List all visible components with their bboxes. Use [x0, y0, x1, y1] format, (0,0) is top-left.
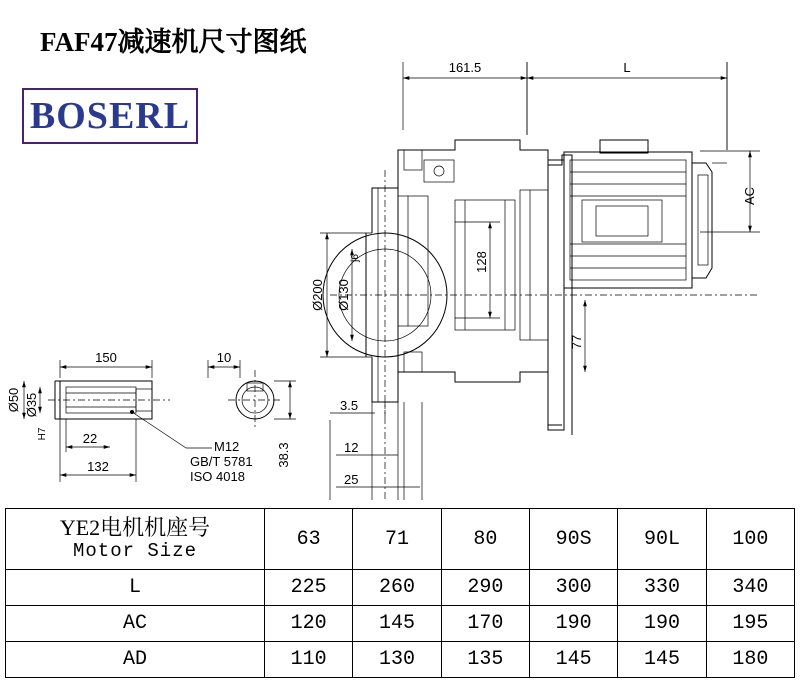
dim-128 [455, 222, 500, 318]
cell-L-71: 260 [353, 570, 441, 606]
cell-AD-100: 180 [706, 642, 794, 678]
table-size-90l: 90L [618, 509, 706, 570]
dim-L [527, 60, 727, 150]
cell-AD-63: 110 [265, 642, 353, 678]
dim-3-5-label: 3.5 [340, 398, 359, 413]
table-header-label [6, 509, 265, 570]
shaft-detail [6, 350, 170, 482]
dim-AC-label: AC [742, 186, 757, 206]
dim-35-tol-label: H7 [37, 427, 48, 441]
dim-77 [569, 300, 585, 372]
table-header-en: Motor Size [72, 539, 198, 562]
page-title: FAF47减速机尺寸图纸 [40, 27, 307, 57]
cell-AC-90s: 190 [529, 606, 617, 642]
dim-diameter-130 [336, 249, 361, 341]
dim-12 [336, 440, 398, 455]
table-row [6, 642, 795, 678]
table-size-80: 80 [441, 509, 529, 570]
row-label-L: L [6, 570, 265, 606]
cell-AC-71: 145 [353, 606, 441, 642]
dim-161-5 [403, 60, 527, 135]
dim-35-label: Ø35 [24, 392, 39, 418]
dim-AC [700, 151, 760, 232]
dim-25-label: 25 [344, 472, 359, 487]
logo-text: BOSERL [29, 95, 191, 137]
standard-gbt-label: GB/T 5781 [190, 454, 253, 469]
table-row [6, 570, 795, 606]
table-size-90s: 90S [529, 509, 617, 570]
cell-AD-80: 135 [441, 642, 529, 678]
base-extension-lines [372, 402, 422, 500]
cell-AD-90l: 145 [618, 642, 706, 678]
table-size-71: 71 [353, 509, 441, 570]
cell-AD-90s: 145 [529, 642, 617, 678]
cell-L-63: 225 [265, 570, 353, 606]
dim-L-label: L [623, 60, 631, 75]
table-row [6, 606, 795, 642]
standard-iso-label: ISO 4018 [190, 469, 245, 484]
dim-161-5-label: 161.5 [448, 60, 482, 75]
dim-130-tol-label: j6 [350, 254, 361, 262]
dim-130-label: Ø130 [336, 279, 351, 311]
bolt-callout [130, 410, 253, 484]
gearbox-housing [323, 140, 760, 420]
row-label-AC: AC [6, 606, 265, 642]
dim-10-label: 10 [216, 350, 232, 365]
dim-132-label: 132 [87, 459, 109, 474]
motor-size-table [5, 508, 795, 678]
table-size-63: 63 [265, 509, 353, 570]
cell-L-80: 290 [441, 570, 529, 606]
cell-L-90s: 300 [529, 570, 617, 606]
cell-L-100: 340 [706, 570, 794, 606]
dim-200-label: Ø200 [310, 279, 325, 311]
motor-assembly [548, 62, 727, 435]
table-header-cn: YE2电机机座号 [59, 515, 211, 541]
table-header-row [6, 509, 795, 570]
dim-77-label: 77 [569, 334, 584, 350]
table-size-100: 100 [706, 509, 794, 570]
cell-AC-100: 195 [706, 606, 794, 642]
thread-spec-label: M12 [214, 439, 240, 454]
dim-150-label: 150 [95, 350, 117, 365]
dim-128-label: 128 [474, 251, 489, 273]
row-label-AD: AD [6, 642, 265, 678]
cell-AD-71: 130 [353, 642, 441, 678]
dim-50-label: Ø50 [6, 387, 21, 413]
cell-L-90l: 330 [618, 570, 706, 606]
dim-25 [336, 472, 420, 487]
cell-AC-90l: 190 [618, 606, 706, 642]
dim-38-3-label: 38.3 [276, 442, 291, 468]
dim-12-label: 12 [344, 440, 359, 455]
dim-22-label: 22 [82, 431, 98, 446]
cell-AC-80: 170 [441, 606, 529, 642]
cell-AC-63: 120 [265, 606, 353, 642]
